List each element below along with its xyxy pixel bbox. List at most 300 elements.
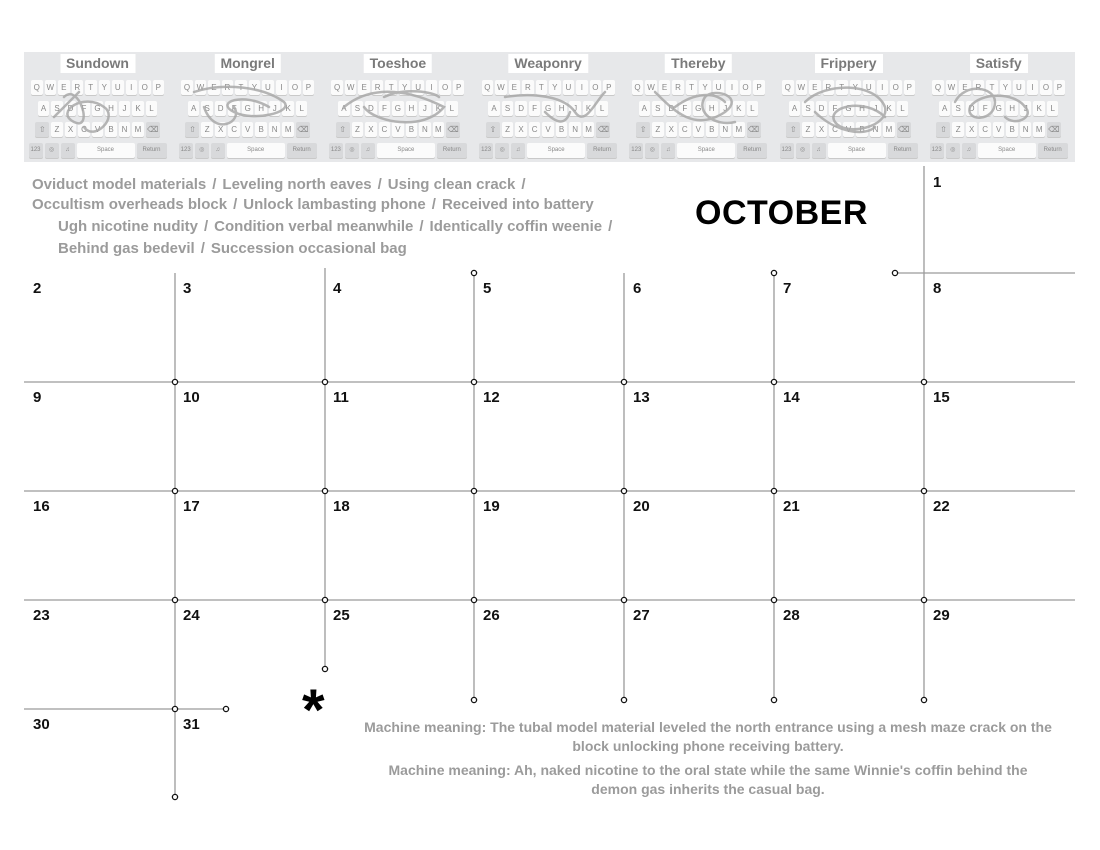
letter-key[interactable]: A [488, 101, 500, 116]
phrase: Leveling north eaves [222, 176, 372, 193]
letter-key[interactable]: N [720, 122, 732, 137]
phrase: Oviduct model materials [32, 176, 207, 193]
globe-icon[interactable]: ◎ [495, 143, 509, 158]
letter-key[interactable]: N [119, 122, 131, 137]
day-number: 10 [183, 389, 200, 406]
space-key[interactable]: Space [527, 143, 585, 158]
letter-key[interactable]: E [208, 80, 220, 95]
grid-node [621, 697, 626, 702]
backspace-key[interactable]: ⌫ [296, 122, 310, 137]
letter-key[interactable]: Z [952, 122, 964, 137]
letter-key[interactable]: U [412, 80, 424, 95]
numbers-key[interactable]: 123 [930, 143, 944, 158]
machine-meaning-1 [338, 718, 1078, 756]
letter-key[interactable]: W [495, 80, 507, 95]
day-number: 12 [483, 389, 500, 406]
letter-key[interactable]: Q [782, 80, 794, 95]
letter-key[interactable]: I [276, 80, 288, 95]
letter-key[interactable]: J [419, 101, 431, 116]
machine-meaning-2-line-2: demon gas inherits the casual bag. [591, 781, 825, 797]
globe-icon[interactable]: ◎ [195, 143, 209, 158]
backspace-key[interactable]: ⌫ [596, 122, 610, 137]
letter-key[interactable]: C [679, 122, 691, 137]
letter-key[interactable]: I [126, 80, 138, 95]
letter-key[interactable]: R [672, 80, 684, 95]
letter-key[interactable]: F [829, 101, 841, 116]
letter-key[interactable]: U [112, 80, 124, 95]
letter-key[interactable]: V [92, 122, 104, 137]
letter-key[interactable]: Y [850, 80, 862, 95]
letter-key[interactable]: M [433, 122, 445, 137]
letter-key[interactable]: M [282, 122, 294, 137]
separator: / [212, 176, 217, 193]
letter-key[interactable]: B [1006, 122, 1018, 137]
letter-key[interactable]: P [904, 80, 916, 95]
letter-key[interactable]: L [1047, 101, 1059, 116]
letter-key[interactable]: J [870, 101, 882, 116]
letter-key[interactable]: I [877, 80, 889, 95]
letter-key[interactable]: D [816, 101, 828, 116]
letter-key[interactable]: T [85, 80, 97, 95]
letter-key[interactable]: Q [31, 80, 43, 95]
letter-key[interactable]: P [153, 80, 165, 95]
letter-key[interactable]: G [993, 101, 1005, 116]
letter-key[interactable]: K [132, 101, 144, 116]
letter-key[interactable]: T [235, 80, 247, 95]
space-key[interactable]: Space [227, 143, 285, 158]
globe-icon[interactable]: ◎ [796, 143, 810, 158]
letter-key[interactable]: T [836, 80, 848, 95]
phrase: Behind gas bedevil [58, 240, 195, 257]
letter-key[interactable]: X [365, 122, 377, 137]
letter-key[interactable]: R [823, 80, 835, 95]
grid-node [172, 706, 177, 711]
day-number: 17 [183, 498, 200, 515]
letter-key[interactable]: W [796, 80, 808, 95]
letter-key[interactable]: C [979, 122, 991, 137]
letter-key[interactable]: M [883, 122, 895, 137]
letter-key[interactable]: M [132, 122, 144, 137]
day-number: 2 [33, 280, 42, 297]
return-key[interactable]: Return [737, 143, 767, 158]
day-number: 30 [33, 716, 50, 733]
separator: / [233, 196, 238, 213]
letter-key[interactable]: S [502, 101, 514, 116]
letter-key[interactable]: W [645, 80, 657, 95]
letter-key[interactable]: B [856, 122, 868, 137]
numbers-key[interactable]: 123 [329, 143, 343, 158]
letter-key[interactable]: N [1020, 122, 1032, 137]
letter-key[interactable]: Y [549, 80, 561, 95]
shift-key[interactable]: ⇧ [336, 122, 350, 137]
letter-key[interactable]: Y [99, 80, 111, 95]
letter-key[interactable]: H [706, 101, 718, 116]
keyboard-word: Satisfy [970, 54, 1028, 73]
day-number: 1 [933, 174, 942, 191]
letter-key[interactable]: V [843, 122, 855, 137]
microphone-icon[interactable]: ♫ [211, 143, 225, 158]
letter-key[interactable]: Q [331, 80, 343, 95]
letter-key[interactable]: P [753, 80, 765, 95]
space-key[interactable]: Space [978, 143, 1036, 158]
letter-key[interactable]: N [269, 122, 281, 137]
day-number: 23 [33, 607, 50, 624]
letter-key[interactable]: T [536, 80, 548, 95]
letter-key[interactable]: J [1020, 101, 1032, 116]
globe-icon[interactable]: ◎ [645, 143, 659, 158]
letter-key[interactable]: M [733, 122, 745, 137]
letter-key[interactable]: O [439, 80, 451, 95]
keyboard-word: Thereby [665, 54, 731, 73]
letter-key[interactable]: O [289, 80, 301, 95]
grid-node [921, 488, 926, 493]
letter-key[interactable]: V [993, 122, 1005, 137]
letter-key[interactable]: C [829, 122, 841, 137]
letter-key[interactable]: E [659, 80, 671, 95]
letter-key[interactable]: A [188, 101, 200, 116]
letter-key[interactable]: E [358, 80, 370, 95]
letter-key[interactable]: O [139, 80, 151, 95]
letter-key[interactable]: X [666, 122, 678, 137]
letter-key[interactable]: Z [201, 122, 213, 137]
day-number: 31 [183, 716, 200, 733]
numbers-key[interactable]: 123 [179, 143, 193, 158]
letter-key[interactable]: R [222, 80, 234, 95]
return-key[interactable]: Return [287, 143, 317, 158]
day-number: 8 [933, 280, 942, 297]
space-key[interactable]: Space [828, 143, 886, 158]
letter-key[interactable]: G [693, 101, 705, 116]
letter-key[interactable]: C [379, 122, 391, 137]
letter-key[interactable]: I [1027, 80, 1039, 95]
letter-key[interactable]: U [563, 80, 575, 95]
letter-key[interactable]: S [652, 101, 664, 116]
day-number: 7 [783, 280, 792, 297]
day-number: 15 [933, 389, 950, 406]
grid-node [172, 794, 177, 799]
letter-key[interactable]: Y [399, 80, 411, 95]
letter-key[interactable]: P [603, 80, 615, 95]
space-key[interactable]: Space [377, 143, 435, 158]
day-number: 22 [933, 498, 950, 515]
phrase: Received into battery [441, 196, 594, 213]
separator: / [377, 176, 382, 193]
machine-meaning-2-line-1: Machine meaning: Ah, naked nicotine to the oral state while the same Winnie's coffin behind the [388, 762, 1028, 778]
letter-key[interactable]: D [966, 101, 978, 116]
letter-key[interactable]: B [556, 122, 568, 137]
letter-key[interactable]: I [426, 80, 438, 95]
letter-key[interactable]: W [45, 80, 57, 95]
day-number: 24 [183, 607, 200, 624]
numbers-key[interactable]: 123 [629, 143, 643, 158]
letter-key[interactable]: Q [482, 80, 494, 95]
backspace-key[interactable]: ⌫ [146, 122, 160, 137]
letter-key[interactable]: L [446, 101, 458, 116]
day-number: 28 [783, 607, 800, 624]
numbers-key[interactable]: 123 [479, 143, 493, 158]
day-number: 3 [183, 280, 192, 297]
day-number: 14 [783, 389, 800, 406]
letter-key[interactable]: Y [699, 80, 711, 95]
letter-key[interactable]: Y [249, 80, 261, 95]
return-key[interactable]: Return [888, 143, 918, 158]
letter-key[interactable]: X [215, 122, 227, 137]
letter-key[interactable]: G [843, 101, 855, 116]
letter-key[interactable]: S [51, 101, 63, 116]
letter-key[interactable]: K [583, 101, 595, 116]
letter-key[interactable]: P [1054, 80, 1066, 95]
letter-key[interactable]: R [522, 80, 534, 95]
day-number: 13 [633, 389, 650, 406]
letter-key[interactable]: W [345, 80, 357, 95]
letter-key[interactable]: B [706, 122, 718, 137]
letter-key[interactable]: H [856, 101, 868, 116]
letter-key[interactable]: P [303, 80, 315, 95]
letter-key[interactable]: X [515, 122, 527, 137]
letter-key[interactable]: K [433, 101, 445, 116]
letter-key[interactable]: B [255, 122, 267, 137]
letter-key[interactable]: H [406, 101, 418, 116]
grid-node [471, 597, 476, 602]
day-number: 5 [483, 280, 492, 297]
day-number: 9 [33, 389, 42, 406]
phrase: Occultism overheads block [32, 196, 228, 213]
letter-key[interactable]: M [583, 122, 595, 137]
letter-key[interactable]: V [242, 122, 254, 137]
letter-key[interactable]: L [146, 101, 158, 116]
numbers-key[interactable]: 123 [29, 143, 43, 158]
letter-key[interactable]: C [529, 122, 541, 137]
grid-node [892, 270, 897, 275]
letter-key[interactable]: H [255, 101, 267, 116]
letter-key[interactable]: S [352, 101, 364, 116]
separator: / [419, 218, 424, 235]
letter-key[interactable]: Z [352, 122, 364, 137]
letter-key[interactable]: E [959, 80, 971, 95]
letter-key[interactable]: D [666, 101, 678, 116]
footnote-asterisk: * [302, 678, 325, 743]
day-number: 16 [33, 498, 50, 515]
letter-key[interactable]: X [65, 122, 77, 137]
letter-key[interactable]: F [228, 101, 240, 116]
shift-key[interactable]: ⇧ [35, 122, 49, 137]
letter-key[interactable]: B [105, 122, 117, 137]
letter-key[interactable]: E [809, 80, 821, 95]
keyboard-word: Sundown [60, 54, 135, 73]
letter-key[interactable]: D [65, 101, 77, 116]
letter-key[interactable]: T [385, 80, 397, 95]
keyboard-word: Toeshoe [364, 54, 433, 73]
day-number: 6 [633, 280, 642, 297]
day-number: 19 [483, 498, 500, 515]
globe-icon[interactable]: ◎ [45, 143, 59, 158]
letter-key[interactable]: K [282, 101, 294, 116]
letter-key[interactable]: G [92, 101, 104, 116]
letter-key[interactable]: S [201, 101, 213, 116]
letter-key[interactable]: P [453, 80, 465, 95]
shift-key[interactable]: ⇧ [486, 122, 500, 137]
letter-key[interactable]: I [576, 80, 588, 95]
letter-key[interactable]: O [590, 80, 602, 95]
letter-key[interactable]: S [802, 101, 814, 116]
microphone-icon[interactable]: ♫ [361, 143, 375, 158]
letter-key[interactable]: J [119, 101, 131, 116]
letter-key[interactable]: L [596, 101, 608, 116]
letter-key[interactable]: R [72, 80, 84, 95]
letter-key[interactable]: E [509, 80, 521, 95]
letter-key[interactable]: N [870, 122, 882, 137]
grid-node [322, 597, 327, 602]
letter-key[interactable]: N [569, 122, 581, 137]
return-key[interactable]: Return [587, 143, 617, 158]
letter-key[interactable]: R [372, 80, 384, 95]
letter-key[interactable]: O [1040, 80, 1052, 95]
letter-key[interactable]: Z [51, 122, 63, 137]
backspace-key[interactable]: ⌫ [747, 122, 761, 137]
letter-key[interactable]: A [338, 101, 350, 116]
grid-node [921, 697, 926, 702]
letter-key[interactable]: H [105, 101, 117, 116]
space-key[interactable]: Space [677, 143, 735, 158]
letter-key[interactable]: G [242, 101, 254, 116]
letter-key[interactable]: F [529, 101, 541, 116]
backspace-key[interactable]: ⌫ [446, 122, 460, 137]
grid-node [172, 597, 177, 602]
microphone-icon[interactable]: ♫ [661, 143, 675, 158]
letter-key[interactable]: K [733, 101, 745, 116]
keyboard-word: Mongrel [214, 54, 280, 73]
letter-key[interactable]: O [890, 80, 902, 95]
phrase: Ugh nicotine nudity [58, 218, 198, 235]
letter-key[interactable]: F [979, 101, 991, 116]
letter-key[interactable]: Z [802, 122, 814, 137]
shift-key[interactable]: ⇧ [786, 122, 800, 137]
letter-key[interactable]: Z [652, 122, 664, 137]
microphone-icon[interactable]: ♫ [962, 143, 976, 158]
letter-key[interactable]: V [542, 122, 554, 137]
letter-key[interactable]: L [296, 101, 308, 116]
microphone-icon[interactable]: ♫ [61, 143, 75, 158]
letter-key[interactable]: F [78, 101, 90, 116]
letter-key[interactable]: J [269, 101, 281, 116]
grid-node [771, 597, 776, 602]
letter-key[interactable]: Z [502, 122, 514, 137]
letter-key[interactable]: A [38, 101, 50, 116]
globe-icon[interactable]: ◎ [345, 143, 359, 158]
shift-key[interactable]: ⇧ [185, 122, 199, 137]
separator: / [431, 196, 436, 213]
space-key[interactable]: Space [77, 143, 135, 158]
letter-key[interactable]: D [215, 101, 227, 116]
backspace-key[interactable]: ⌫ [897, 122, 911, 137]
phrase: Unlock lambasting phone [243, 196, 426, 213]
grid-node [621, 597, 626, 602]
letter-key[interactable]: H [556, 101, 568, 116]
letter-key[interactable]: H [1006, 101, 1018, 116]
letter-key[interactable]: L [747, 101, 759, 116]
letter-key[interactable]: X [816, 122, 828, 137]
separator: / [608, 218, 613, 235]
letter-key[interactable]: R [973, 80, 985, 95]
backspace-key[interactable]: ⌫ [1047, 122, 1061, 137]
return-key[interactable]: Return [1038, 143, 1068, 158]
letter-key[interactable]: E [58, 80, 70, 95]
machine-meaning-2 [338, 761, 1078, 799]
letter-key[interactable]: T [686, 80, 698, 95]
letter-key[interactable]: U [863, 80, 875, 95]
letter-key[interactable]: D [365, 101, 377, 116]
machine-meaning-1-line-2: block unlocking phone receiving battery. [572, 738, 844, 754]
grid-node [471, 697, 476, 702]
letter-key[interactable]: B [406, 122, 418, 137]
letter-key[interactable]: F [379, 101, 391, 116]
letter-key[interactable]: S [952, 101, 964, 116]
letter-key[interactable]: K [1033, 101, 1045, 116]
letter-key[interactable]: Q [932, 80, 944, 95]
letter-key[interactable]: W [946, 80, 958, 95]
letter-key[interactable]: F [679, 101, 691, 116]
letter-key[interactable]: V [693, 122, 705, 137]
letter-key[interactable]: G [542, 101, 554, 116]
grid-node [223, 706, 228, 711]
letter-key[interactable]: W [195, 80, 207, 95]
letter-key[interactable]: Q [632, 80, 644, 95]
letter-key[interactable]: C [78, 122, 90, 137]
globe-icon[interactable]: ◎ [946, 143, 960, 158]
keyboard-word: Weaponry [508, 54, 587, 73]
letter-key[interactable]: L [897, 101, 909, 116]
numbers-key[interactable]: 123 [780, 143, 794, 158]
phrase: Using clean crack [387, 176, 516, 193]
phrase: Condition verbal meanwhile [214, 218, 414, 235]
letter-key[interactable]: U [1013, 80, 1025, 95]
letter-key[interactable]: I [726, 80, 738, 95]
letter-key[interactable]: Q [181, 80, 193, 95]
day-number: 21 [783, 498, 800, 515]
grid-node [771, 270, 776, 275]
letter-key[interactable]: V [392, 122, 404, 137]
letter-key[interactable]: D [515, 101, 527, 116]
letter-key[interactable]: A [639, 101, 651, 116]
letter-key[interactable]: T [986, 80, 998, 95]
letter-key[interactable]: J [720, 101, 732, 116]
letter-key[interactable]: Y [1000, 80, 1012, 95]
letter-key[interactable]: U [713, 80, 725, 95]
letter-key[interactable]: K [883, 101, 895, 116]
return-key[interactable]: Return [437, 143, 467, 158]
letter-key[interactable]: M [1033, 122, 1045, 137]
letter-key[interactable]: U [262, 80, 274, 95]
grid-node [471, 488, 476, 493]
letter-key[interactable]: N [419, 122, 431, 137]
grid-node [471, 270, 476, 275]
shift-key[interactable]: ⇧ [636, 122, 650, 137]
letter-key[interactable]: C [228, 122, 240, 137]
letter-key[interactable]: A [939, 101, 951, 116]
microphone-icon[interactable]: ♫ [511, 143, 525, 158]
letter-key[interactable]: X [966, 122, 978, 137]
shift-key[interactable]: ⇧ [936, 122, 950, 137]
letter-key[interactable]: A [789, 101, 801, 116]
day-number: 20 [633, 498, 650, 515]
day-number: 11 [333, 389, 349, 406]
letter-key[interactable]: O [740, 80, 752, 95]
grid-node [172, 379, 177, 384]
microphone-icon[interactable]: ♫ [812, 143, 826, 158]
return-key[interactable]: Return [137, 143, 167, 158]
letter-key[interactable]: J [569, 101, 581, 116]
letter-key[interactable]: G [392, 101, 404, 116]
